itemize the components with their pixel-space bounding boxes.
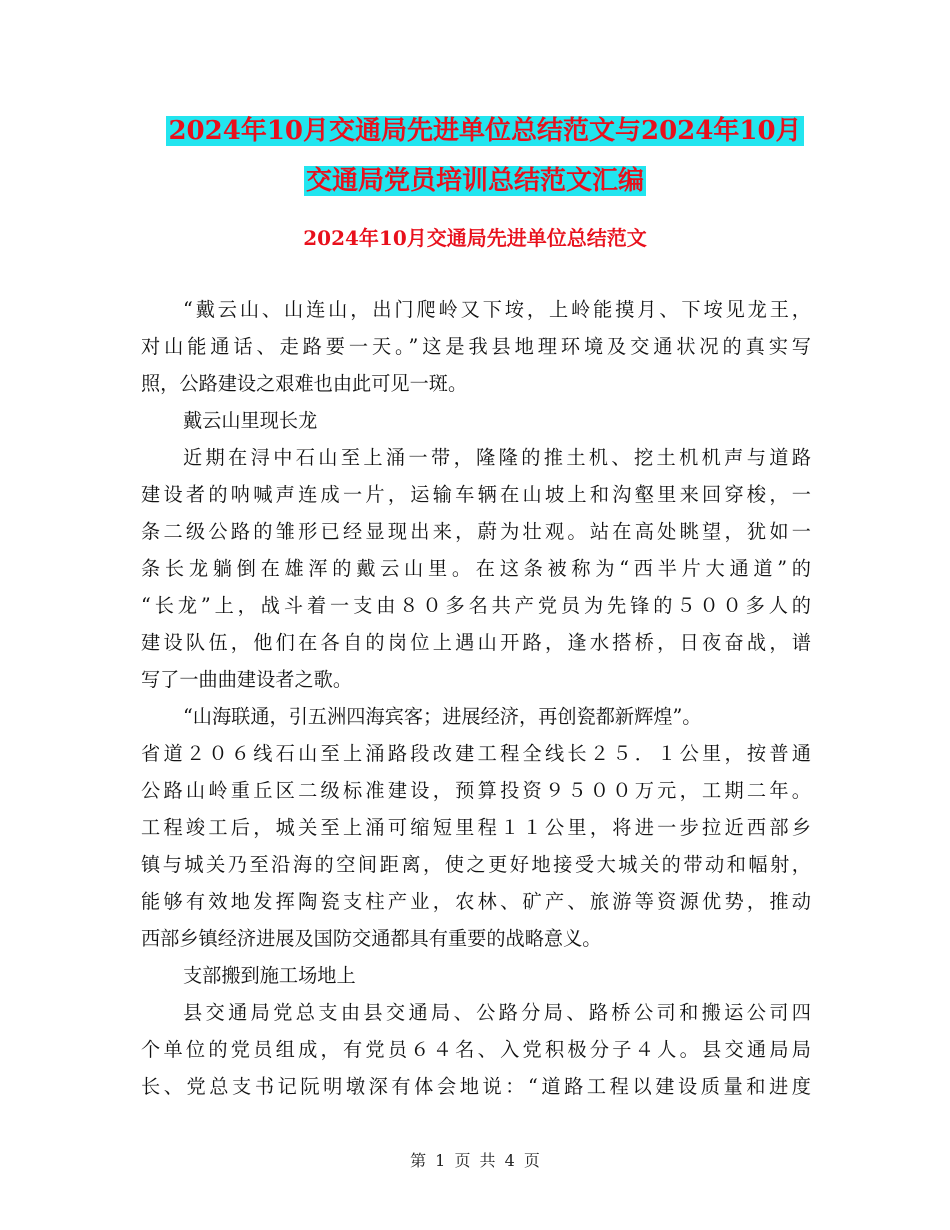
body-line: 写了一曲曲建设者之歌。 xyxy=(141,668,353,691)
page-footer: 第 1 页 共 4 页 xyxy=(410,1151,540,1170)
body-line: 照，公路建设之艰难也由此可见一斑。 xyxy=(141,372,468,395)
subheading: 戴云山里现长龙 xyxy=(183,409,318,432)
body-line: 西部乡镇经济进展及国防交通都具有重要的战略意义。 xyxy=(141,927,602,950)
body-line: 镇与城关乃至沿海的空间距离，使之更好地接受大城关的带动和幅射， xyxy=(141,853,811,876)
body-line: 近期在浔中石山至上涌一带，隆隆的推土机、挖土机机声与道路 xyxy=(183,446,811,469)
body-line: 建设者的呐喊声连成一片，运输车辆在山坡上和沟壑里来回穿梭，一 xyxy=(141,483,811,506)
body-line: 公路山岭重丘区二级标准建设，预算投资９５００万元，工期二年。 xyxy=(141,779,811,802)
body-line: 个单位的党员组成，有党员６４名、入党积极分子４人。县交通局局 xyxy=(141,1038,811,1061)
body-line: 建设队伍，他们在各自的岗位上遇山开路，逢水搭桥，日夜奋战，谱 xyxy=(141,631,811,654)
document-title-line-2 xyxy=(0,156,950,206)
title-highlight: 交通局党员培训总结范文汇编 xyxy=(305,166,644,196)
section-title: 2024年10月交通局先进单位总结范文 xyxy=(303,226,647,250)
document-title-line-1 xyxy=(10,106,950,156)
body-line: 工程竣工后，城关至上涌可缩短里程１１公里，将进一步拉近西部乡 xyxy=(141,816,811,839)
subheading: 支部搬到施工场地上 xyxy=(183,964,356,987)
body-line: 长、党总支书记阮明墩深有体会地说：“道路工程以建设质量和进度 xyxy=(141,1075,811,1098)
body-line: 条二级公路的雏形已经显现出来，蔚为壮观。站在高处眺望，犹如一 xyxy=(141,520,811,543)
body-line: “长龙”上，战斗着一支由８０多名共产党员为先锋的５００多人的 xyxy=(141,594,811,617)
body-line: 县交通局党总支由县交通局、公路分局、路桥公司和搬运公司四 xyxy=(183,1001,811,1024)
body-line: “戴云山、山连山，出门爬岭又下垵，上岭能摸月、下垵见龙王， xyxy=(183,298,811,321)
body-line: 省道２０６线石山至上涌路段改建工程全线长２５．１公里，按普通 xyxy=(141,742,811,765)
body-line: 条长龙躺倒在雄浑的戴云山里。在这条被称为“西半片大通道”的 xyxy=(141,557,811,580)
body-line: 对山能通话、走路要一天。”这是我县地理环境及交通状况的真实写 xyxy=(141,335,811,358)
title-highlight: 2024年10月交通局先进单位总结范文与2024年10月 xyxy=(168,116,802,146)
body-line: 能够有效地发挥陶瓷支柱产业，农林、矿产、旅游等资源优势，推动 xyxy=(141,890,811,913)
body-line: “山海联通，引五洲四海宾客；进展经济，再创瓷都新辉煌”。 xyxy=(183,705,702,728)
